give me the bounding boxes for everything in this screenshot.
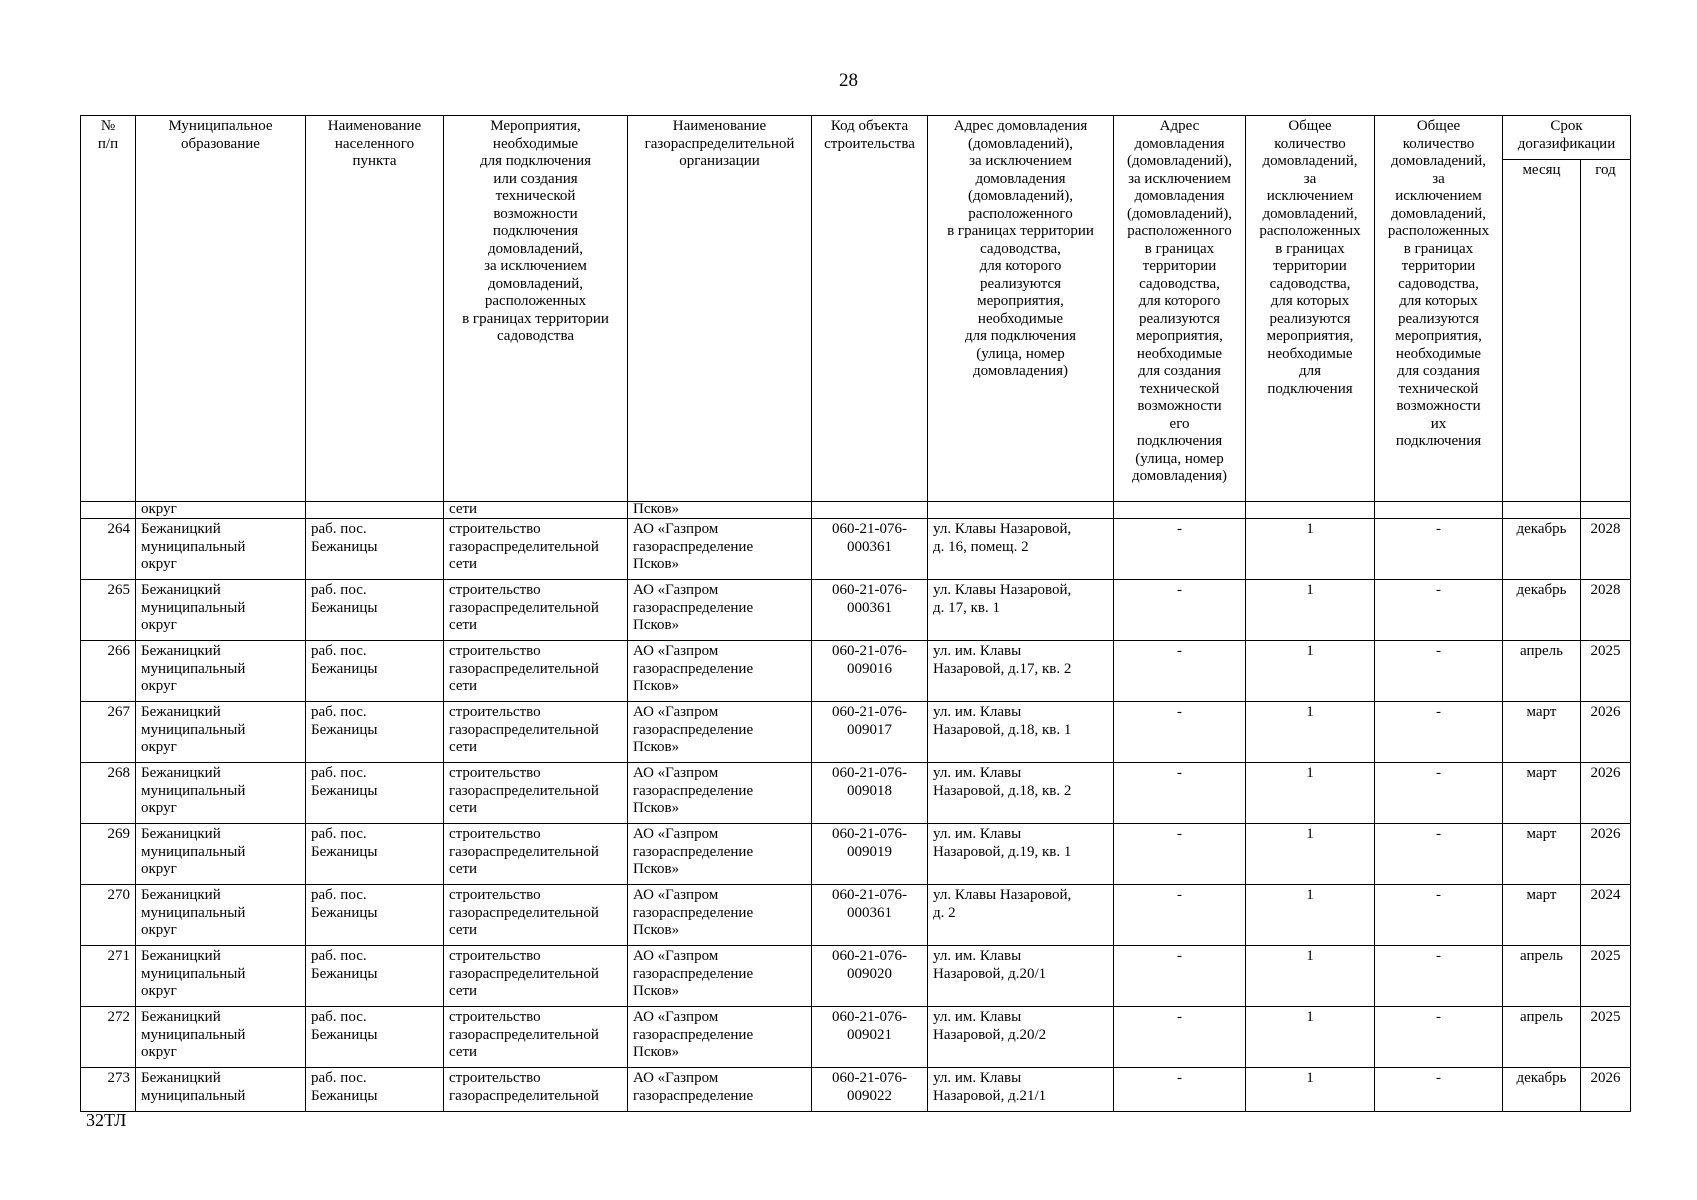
- address-garden-cell: -: [1114, 519, 1246, 580]
- address-garden-cell: -: [1114, 580, 1246, 641]
- municipality-cell: Бежаницкий муниципальный округ: [136, 763, 306, 824]
- municipality-cell: Бежаницкий муниципальный округ: [136, 1007, 306, 1068]
- gas-org-cell: АО «Газпром газораспределение Псков»: [628, 702, 812, 763]
- cont-measures: сети: [444, 502, 628, 519]
- header-municipality: Муниципальное образование: [136, 116, 306, 502]
- row-num: 266: [81, 641, 136, 702]
- table-row: [81, 1068, 1631, 1112]
- municipality-cell: Бежаницкий муниципальный округ: [136, 519, 306, 580]
- table-row: [81, 1007, 1631, 1068]
- measures-cell: строительство газораспределительной сети: [444, 885, 628, 946]
- total-capability-cell: -: [1375, 1068, 1503, 1112]
- address-cell: ул. им. Клавы Назаровой, д.18, кв. 1: [928, 702, 1114, 763]
- row-num: 265: [81, 580, 136, 641]
- row-num: 272: [81, 1007, 136, 1068]
- month-cell: апрель: [1503, 946, 1581, 1007]
- total-connect-cell: 1: [1246, 519, 1375, 580]
- address-garden-cell: -: [1114, 824, 1246, 885]
- gas-org-cell: АО «Газпром газораспределение Псков»: [628, 641, 812, 702]
- header-object-code: Код объекта строительства: [812, 116, 928, 502]
- address-garden-cell: -: [1114, 763, 1246, 824]
- settlement-cell: раб. пос. Бежаницы: [306, 1068, 444, 1112]
- municipality-cell: Бежаницкий муниципальный округ: [136, 824, 306, 885]
- measures-cell: строительство газораспределительной сети: [444, 519, 628, 580]
- object-code-cell: 060-21-076- 000361: [812, 885, 928, 946]
- measures-cell: строительство газораспределительной сети: [444, 580, 628, 641]
- table-row: [81, 519, 1631, 580]
- table-row: [81, 946, 1631, 1007]
- total-capability-cell: -: [1375, 519, 1503, 580]
- address-garden-cell: -: [1114, 1068, 1246, 1112]
- object-code-cell: 060-21-076- 009020: [812, 946, 928, 1007]
- address-garden-cell: -: [1114, 641, 1246, 702]
- settlement-cell: раб. пос. Бежаницы: [306, 641, 444, 702]
- cont-total-capability: [1375, 502, 1503, 519]
- object-code-cell: 060-21-076- 009017: [812, 702, 928, 763]
- measures-cell: строительство газораспределительной сети: [444, 1007, 628, 1068]
- row-num: 270: [81, 885, 136, 946]
- table-row: [81, 885, 1631, 946]
- gas-org-cell: АО «Газпром газораспределение Псков»: [628, 763, 812, 824]
- total-capability-cell: -: [1375, 1007, 1503, 1068]
- month-cell: апрель: [1503, 1007, 1581, 1068]
- row-num: 267: [81, 702, 136, 763]
- total-capability-cell: -: [1375, 763, 1503, 824]
- month-cell: март: [1503, 824, 1581, 885]
- gas-org-cell: АО «Газпром газораспределение Псков»: [628, 580, 812, 641]
- cont-num: [81, 502, 136, 519]
- month-cell: декабрь: [1503, 580, 1581, 641]
- header-address-garden: Адрес домовладения (домовладений), за исключением домовладения (домовладений), расположенного в границах территории садоводства, для которого реализуются мероприятия, необходимые для создания технической возможности его подключения (улица, номер домовладения): [1114, 116, 1246, 502]
- total-connect-cell: 1: [1246, 1068, 1375, 1112]
- cont-total-connect: [1246, 502, 1375, 519]
- total-capability-cell: -: [1375, 946, 1503, 1007]
- address-cell: ул. им. Клавы Назаровой, д.19, кв. 1: [928, 824, 1114, 885]
- total-capability-cell: -: [1375, 641, 1503, 702]
- total-connect-cell: 1: [1246, 763, 1375, 824]
- year-cell: 2026: [1581, 1068, 1631, 1112]
- municipality-cell: Бежаницкий муниципальный округ: [136, 946, 306, 1007]
- header-gas-org: Наименование газораспределительной организации: [628, 116, 812, 502]
- settlement-cell: раб. пос. Бежаницы: [306, 519, 444, 580]
- year-cell: 2026: [1581, 824, 1631, 885]
- table-row: [81, 824, 1631, 885]
- address-garden-cell: -: [1114, 885, 1246, 946]
- table-row: [81, 702, 1631, 763]
- row-num: 264: [81, 519, 136, 580]
- municipality-cell: Бежаницкий муниципальный округ: [136, 580, 306, 641]
- total-connect-cell: 1: [1246, 641, 1375, 702]
- address-cell: ул. им. Клавы Назаровой, д.18, кв. 2: [928, 763, 1114, 824]
- address-cell: ул. им. Клавы Назаровой, д.17, кв. 2: [928, 641, 1114, 702]
- header-address: Адрес домовладения (домовладений), за исключением домовладения (домовладений), расположенного в границах территории садоводства, для которого реализуются мероприятия, необходимые для подключения (улица, номер домовладения): [928, 116, 1114, 502]
- cont-address-garden: [1114, 502, 1246, 519]
- object-code-cell: 060-21-076- 000361: [812, 580, 928, 641]
- measures-cell: строительство газораспределительной сети: [444, 702, 628, 763]
- cont-address: [928, 502, 1114, 519]
- page-number: 28: [839, 70, 858, 91]
- total-capability-cell: -: [1375, 885, 1503, 946]
- total-capability-cell: -: [1375, 580, 1503, 641]
- measures-cell: строительство газораспределительной сети: [444, 641, 628, 702]
- gas-org-cell: АО «Газпром газораспределение Псков»: [628, 519, 812, 580]
- gasification-table: [80, 115, 1631, 1112]
- year-cell: 2028: [1581, 580, 1631, 641]
- object-code-cell: 060-21-076- 000361: [812, 519, 928, 580]
- table-row: [81, 763, 1631, 824]
- cont-year: [1581, 502, 1631, 519]
- total-connect-cell: 1: [1246, 1007, 1375, 1068]
- total-connect-cell: 1: [1246, 946, 1375, 1007]
- footer-code: 32ТЛ: [86, 1110, 127, 1130]
- address-cell: ул. Клавы Назаровой, д. 16, помещ. 2: [928, 519, 1114, 580]
- total-capability-cell: -: [1375, 824, 1503, 885]
- header-total-capability: Общее количество домовладений, за исключением домовладений, расположенных в границах территории садоводства, для которых реализуются мероприятия, необходимые для создания технической возможности их подключения: [1375, 116, 1503, 502]
- gas-org-cell: АО «Газпром газораспределение Псков»: [628, 1007, 812, 1068]
- measures-cell: строительство газораспределительной: [444, 1068, 628, 1112]
- year-cell: 2025: [1581, 1007, 1631, 1068]
- cont-month: [1503, 502, 1581, 519]
- cont-code: [812, 502, 928, 519]
- year-cell: 2024: [1581, 885, 1631, 946]
- total-connect-cell: 1: [1246, 885, 1375, 946]
- year-cell: 2026: [1581, 763, 1631, 824]
- settlement-cell: раб. пос. Бежаницы: [306, 946, 444, 1007]
- month-cell: декабрь: [1503, 1068, 1581, 1112]
- total-connect-cell: 1: [1246, 824, 1375, 885]
- settlement-cell: раб. пос. Бежаницы: [306, 824, 444, 885]
- gas-org-cell: АО «Газпром газораспределение Псков»: [628, 824, 812, 885]
- year-cell: 2028: [1581, 519, 1631, 580]
- continuation-row: [81, 502, 1631, 519]
- object-code-cell: 060-21-076- 009016: [812, 641, 928, 702]
- settlement-cell: раб. пос. Бежаницы: [306, 702, 444, 763]
- settlement-cell: раб. пос. Бежаницы: [306, 763, 444, 824]
- year-cell: 2025: [1581, 946, 1631, 1007]
- year-cell: 2025: [1581, 641, 1631, 702]
- month-cell: март: [1503, 702, 1581, 763]
- row-num: 269: [81, 824, 136, 885]
- gas-org-cell: АО «Газпром газораспределение Псков»: [628, 946, 812, 1007]
- measures-cell: строительство газораспределительной сети: [444, 946, 628, 1007]
- object-code-cell: 060-21-076- 009022: [812, 1068, 928, 1112]
- settlement-cell: раб. пос. Бежаницы: [306, 885, 444, 946]
- address-cell: ул. Клавы Назаровой, д. 17, кв. 1: [928, 580, 1114, 641]
- address-cell: ул. им. Клавы Назаровой, д.20/1: [928, 946, 1114, 1007]
- header-num: № п/п: [81, 116, 136, 502]
- year-cell: 2026: [1581, 702, 1631, 763]
- month-cell: март: [1503, 763, 1581, 824]
- municipality-cell: Бежаницкий муниципальный округ: [136, 702, 306, 763]
- settlement-cell: раб. пос. Бежаницы: [306, 1007, 444, 1068]
- table-row: [81, 641, 1631, 702]
- row-num: 271: [81, 946, 136, 1007]
- header-total-connect: Общее количество домовладений, за исключением домовладений, расположенных в границах территории садоводства, для которых реализуются мероприятия, необходимые для подключения: [1246, 116, 1375, 502]
- row-num: 268: [81, 763, 136, 824]
- header-measures: Мероприятия, необходимые для подключения или создания технической возможности подключения домовладений, за исключением домовладений, расположенных в границах территории садоводства: [444, 116, 628, 502]
- header-year: год: [1581, 160, 1631, 502]
- cont-municipality: округ: [136, 502, 306, 519]
- settlement-cell: раб. пос. Бежаницы: [306, 580, 444, 641]
- object-code-cell: 060-21-076- 009021: [812, 1007, 928, 1068]
- month-cell: март: [1503, 885, 1581, 946]
- address-garden-cell: -: [1114, 1007, 1246, 1068]
- object-code-cell: 060-21-076- 009019: [812, 824, 928, 885]
- gas-org-cell: АО «Газпром газораспределение: [628, 1068, 812, 1112]
- object-code-cell: 060-21-076- 009018: [812, 763, 928, 824]
- month-cell: декабрь: [1503, 519, 1581, 580]
- measures-cell: строительство газораспределительной сети: [444, 763, 628, 824]
- header-month: месяц: [1503, 160, 1581, 502]
- measures-cell: строительство газораспределительной сети: [444, 824, 628, 885]
- address-cell: ул. им. Клавы Назаровой, д.20/2: [928, 1007, 1114, 1068]
- address-cell: ул. Клавы Назаровой, д. 2: [928, 885, 1114, 946]
- municipality-cell: Бежаницкий муниципальный округ: [136, 885, 306, 946]
- table-row: [81, 580, 1631, 641]
- header-settlement: Наименование населенного пункта: [306, 116, 444, 502]
- row-num: 273: [81, 1068, 136, 1112]
- header-row: [81, 116, 1631, 160]
- gas-org-cell: АО «Газпром газораспределение Псков»: [628, 885, 812, 946]
- address-cell: ул. им. Клавы Назаровой, д.21/1: [928, 1068, 1114, 1112]
- header-deadline: Срок догазификации: [1503, 116, 1631, 160]
- cont-settlement: [306, 502, 444, 519]
- cont-gas-org: Псков»: [628, 502, 812, 519]
- address-garden-cell: -: [1114, 702, 1246, 763]
- total-capability-cell: -: [1375, 702, 1503, 763]
- municipality-cell: Бежаницкий муниципальный округ: [136, 641, 306, 702]
- month-cell: апрель: [1503, 641, 1581, 702]
- total-connect-cell: 1: [1246, 580, 1375, 641]
- address-garden-cell: -: [1114, 946, 1246, 1007]
- municipality-cell: Бежаницкий муниципальный: [136, 1068, 306, 1112]
- total-connect-cell: 1: [1246, 702, 1375, 763]
